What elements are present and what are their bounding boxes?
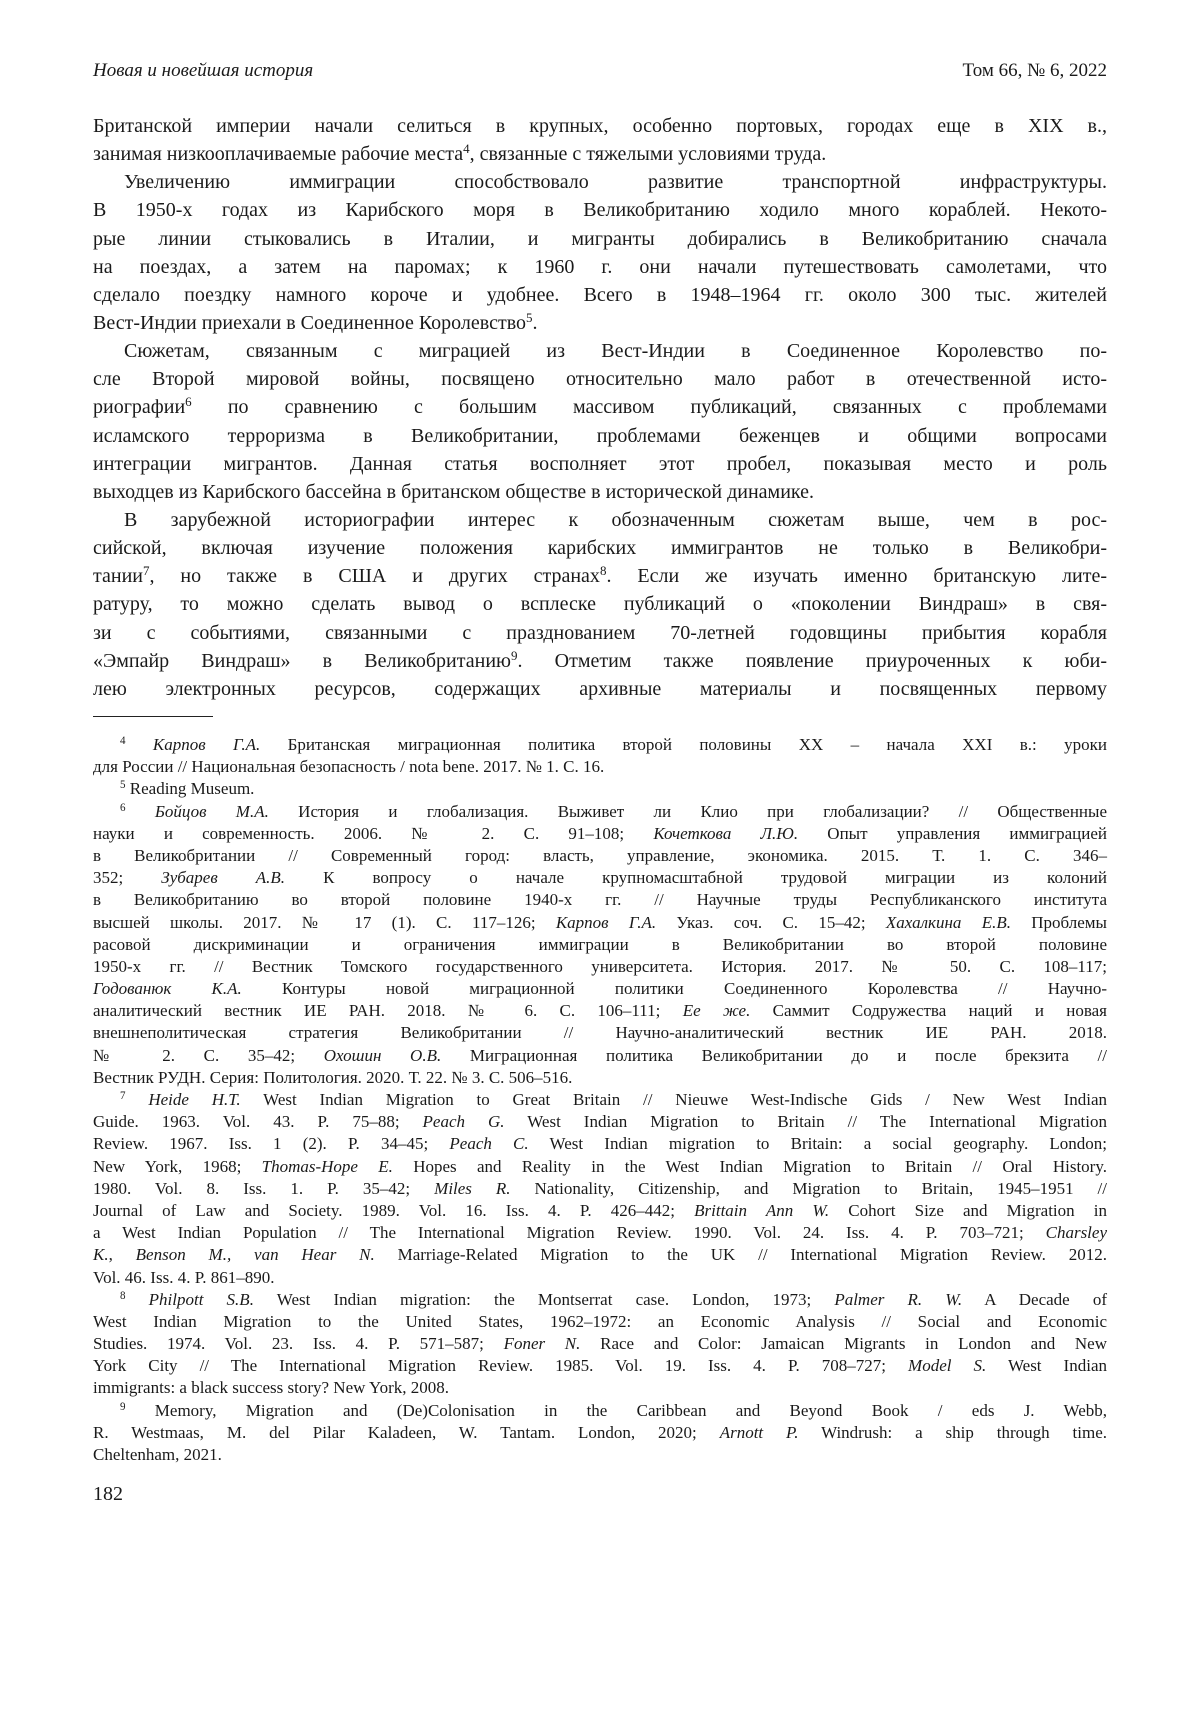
- author-name: Охошин О.В.: [323, 1045, 442, 1065]
- footnote-ref: 9: [120, 1400, 126, 1413]
- author-name: Ее же.: [682, 1001, 751, 1021]
- text-run: внешнеполитическая стратегия Великобритании // Научно-аналитический вестник ИЕ РАН. 2018.: [93, 1023, 1107, 1043]
- text-run: West Indian migration: the Montserrat case. London, 1973;: [253, 1289, 835, 1309]
- text-run: West Indian Migration to Great Britain // Nieuwe West-Indische Gids / New West Indian: [240, 1090, 1108, 1109]
- text-run: . Если же изучать именно британскую лите-: [606, 565, 1107, 588]
- text-run: Вестник РУДН. Серия: Политология. 2020. Т. 22. № 3. С. 506–516.: [93, 1067, 573, 1087]
- text-run: сийской, включая изучение положения карибских иммигрантов не только в Великобри-: [93, 537, 1107, 560]
- body-line: [93, 112, 1107, 140]
- author-name: Palmer R. W.: [834, 1289, 963, 1309]
- body-line: [93, 225, 1107, 253]
- text-run: . Отметим также появление приуроченных к юби-: [517, 649, 1107, 672]
- footnote-line: [93, 956, 1107, 978]
- text-run: Race and Color: Jamaican Migrants in London and New: [580, 1334, 1108, 1354]
- body-line: [93, 506, 1107, 534]
- body-line: [93, 309, 1107, 337]
- text-run: [126, 1090, 149, 1109]
- footnote-ref: 7: [120, 1089, 126, 1102]
- text-run: Review. 1967. Iss. 1 (2). P. 34–45;: [93, 1134, 450, 1154]
- footnote-line: [93, 1156, 1107, 1178]
- text-run: науки и современность. 2006. № 2. С. 91–108;: [93, 823, 654, 843]
- text-run: лею электронных ресурсов, содержащих архивные материалы и посвященных первому: [93, 677, 1107, 700]
- text-run: № 2. С. 35–42;: [93, 1045, 324, 1065]
- author-name: Peach C.: [449, 1134, 529, 1154]
- footnote-line: [93, 1022, 1107, 1044]
- body-line: [93, 337, 1107, 365]
- author-name: Model S.: [908, 1356, 987, 1376]
- author-name: Charsley: [1045, 1223, 1107, 1243]
- footnote-ref: 9: [510, 647, 518, 663]
- body-line: [93, 168, 1107, 196]
- text-run: [126, 1290, 149, 1309]
- author-name: Кочеткова Л.Ю.: [653, 823, 799, 843]
- text-run: Hopes and Reality in the West Indian Migration to Britain // Oral History.: [392, 1156, 1107, 1176]
- text-run: сле Второй мировой войны, посвящено относительно мало работ в отечественной исто-: [93, 368, 1107, 391]
- text-run: в Великобритании // Современный город: власть, управление, экономика. 2015. Т. 1. С. 346–: [93, 845, 1107, 865]
- footnote-line: [93, 756, 1107, 778]
- text-run: высшей школы. 2017. № 17 (1). С. 117–126;: [93, 912, 556, 932]
- footnote-ref: 4: [120, 734, 126, 747]
- text-run: сделало поездку намного короче и удобнее. Всего в 1948–1964 гг. около 300 тыс. жителей: [93, 283, 1107, 306]
- text-run: , связанные с тяжелыми условиями труда.: [469, 143, 827, 166]
- text-run: занимая низкооплачиваемые рабочие места: [93, 143, 464, 166]
- footnote-line: [93, 1311, 1107, 1333]
- text-run: ,: [108, 1245, 136, 1265]
- author-name: Бойцов М.А.: [154, 801, 269, 821]
- author-name: Карпов Г.А.: [152, 735, 261, 754]
- text-run: immigrants: a black success story? New York, 2008.: [93, 1378, 450, 1398]
- footnote-line: [93, 1422, 1107, 1444]
- footnote-ref: 5: [120, 779, 126, 792]
- author-name: Philpott S.B.: [148, 1289, 254, 1309]
- footnote-line: [93, 778, 1107, 800]
- body-line: [93, 365, 1107, 393]
- footnote-line: [93, 1222, 1107, 1244]
- text-run: Контуры новой миграционной политики Соединенного Королевства // Научно-: [241, 979, 1107, 999]
- text-run: A Decade of: [962, 1289, 1107, 1309]
- text-run: В 1950-х годах из Карибского моря в Великобританию ходило много кораблей. Некото-: [93, 199, 1107, 222]
- footnote-line: [93, 1089, 1107, 1111]
- footnote-line: [93, 912, 1107, 934]
- text-run: Проблемы: [1010, 912, 1107, 932]
- author-name: Карпов Г.А.: [555, 912, 657, 932]
- text-run: ратуру, то можно сделать вывод о всплеске публикаций о «поколении Виндраш» в свя-: [93, 593, 1107, 616]
- footnote-ref: 4: [463, 141, 470, 156]
- text-run: Увеличению иммиграции способствовало развитие транспортной инфраструктуры.: [124, 171, 1107, 194]
- body-line: [93, 675, 1107, 703]
- text-run: Guide. 1963. Vol. 43. P. 75–88;: [93, 1112, 423, 1132]
- author-name: Годованюк К.А.: [93, 979, 242, 999]
- body-line: [93, 478, 1107, 506]
- text-run: .: [532, 311, 538, 334]
- body-line: [93, 253, 1107, 281]
- body-line: [93, 393, 1107, 421]
- footnotes: [93, 734, 1107, 1466]
- text-run: расовой дискриминации и ограничения иммиграции в Великобритании во второй половине: [93, 934, 1107, 954]
- body-line: [93, 619, 1107, 647]
- footnote-ref: 6: [185, 394, 192, 410]
- footnote-line: [93, 1267, 1107, 1289]
- text-run: 1980. Vol. 8. Iss. 1. P. 35–42;: [93, 1178, 435, 1198]
- footnote-line: [93, 867, 1107, 889]
- text-run: Memory, Migration and (De)Colonisation in the Caribbean and Beyond Book / eds J. Webb,: [125, 1400, 1107, 1420]
- footnote-ref: 7: [142, 563, 150, 579]
- text-run: История и глобализация. Выживет ли Клио при глобализации? // Общественные: [268, 801, 1107, 821]
- footnote-line: [93, 734, 1107, 756]
- footnote-line: [93, 1444, 1107, 1466]
- body-line: [93, 422, 1107, 450]
- author-name: Heide H.T.: [148, 1090, 241, 1109]
- author-name: Thomas-Hope E.: [261, 1156, 393, 1176]
- author-name: K.: [93, 1245, 109, 1265]
- text-run: West Indian migration to Britain: a social geography. London;: [528, 1134, 1107, 1154]
- text-run: 352;: [93, 868, 162, 888]
- footnote-line: [93, 1200, 1107, 1222]
- footnote-line: [93, 1377, 1107, 1399]
- footnote-line: [93, 978, 1107, 1000]
- text-run: West Indian Migration to the United States, 1962–1972: an Economic Analysis // Social and Economic: [93, 1311, 1107, 1331]
- footnote-ref: 8: [599, 563, 607, 579]
- body-line: [93, 450, 1107, 478]
- text-run: New York, 1968;: [93, 1156, 262, 1176]
- text-run: , но также в США и других странах: [149, 565, 600, 588]
- text-run: на поездах, а затем на паромах; к 1960 г. они начали путешествовать самолетами, что: [93, 255, 1107, 278]
- text-run: В зарубежной историографии интерес к обозначенным сюжетам выше, чем в рос-: [124, 508, 1107, 531]
- page-number: 182: [93, 1483, 123, 1505]
- footnote-line: [93, 845, 1107, 867]
- text-run: выходцев из Карибского бассейна в британском обществе в исторической динамике.: [93, 480, 815, 503]
- footnote-line: [93, 1045, 1107, 1067]
- body-text: [93, 112, 1107, 703]
- author-name: Foner N.: [503, 1334, 581, 1354]
- text-run: R. Westmaas, M. del Pilar Kaladeen, W. Tantam. London, 2020;: [93, 1422, 720, 1442]
- text-run: Studies. 1974. Vol. 23. Iss. 4. P. 571–587;: [93, 1334, 504, 1354]
- author-name: Зубарев А.В.: [161, 868, 286, 888]
- text-run: Nationality, Citizenship, and Migration to Britain, 1945–1951 //: [510, 1178, 1108, 1198]
- body-line: [93, 534, 1107, 562]
- text-run: [126, 802, 155, 821]
- footnote-ref: 6: [120, 801, 126, 814]
- text-run: рые линии стыковались в Италии, и мигранты добирались в Великобританию сначала: [93, 227, 1107, 250]
- text-run: по сравнению с большим массивом публикаций, связанных с проблемами: [191, 396, 1107, 419]
- text-run: для России // Национальная безопасность / nota bene. 2017. № 1. С. 16.: [93, 757, 605, 777]
- footnote-ref: 8: [120, 1289, 126, 1302]
- running-header-issue: Том 66, № 6, 2022: [962, 60, 1107, 81]
- footnote-separator: [93, 716, 213, 717]
- footnote-line: [93, 801, 1107, 823]
- text-run: Cheltenham, 2021.: [93, 1445, 222, 1464]
- text-run: West Indian Migration to Britain // The International Migration: [504, 1112, 1107, 1132]
- text-run: a West Indian Population // The International Migration Review. 1990. Vol. 24. Iss. 4. P. 703–721;: [93, 1223, 1046, 1243]
- text-run: исламского терроризма в Великобритании, проблемами беженцев и общими вопросами: [93, 424, 1107, 447]
- footnote-line: [93, 1111, 1107, 1133]
- footnote-line: [93, 823, 1107, 845]
- text-run: Marriage-Related Migration to the UK // International Migration Review. 2012.: [374, 1245, 1108, 1265]
- text-run: Cohort Size and Migration in: [829, 1200, 1107, 1220]
- footnote-line: [93, 1000, 1107, 1022]
- footnote-line: [93, 1244, 1107, 1266]
- text-run: Vol. 46. Iss. 4. P. 861–890.: [93, 1267, 275, 1287]
- text-run: Британской империи начали селиться в крупных, особенно портовых, городах еще в XIX в.,: [93, 115, 1107, 137]
- author-name: Miles R.: [434, 1178, 511, 1198]
- text-run: York City // The International Migration Review. 1985. Vol. 19. Iss. 4. P. 708–727;: [93, 1356, 909, 1376]
- body-line: [93, 140, 1107, 168]
- text-run: аналитический вестник ИЕ РАН. 2018. № 6. С. 106–111;: [93, 1001, 683, 1021]
- footnote-line: [93, 934, 1107, 956]
- running-header-journal: Новая и новейшая история: [93, 60, 314, 81]
- author-name: Peach G.: [422, 1112, 505, 1132]
- text-run: Windrush: a ship through time.: [798, 1422, 1108, 1442]
- footnote-line: [93, 1333, 1107, 1355]
- author-name: Arnott P.: [719, 1422, 799, 1442]
- footnote-line: [93, 1289, 1107, 1311]
- footnote-line: [93, 1355, 1107, 1377]
- text-run: тании: [93, 565, 143, 588]
- text-run: Опыт управления иммиграцией: [798, 823, 1107, 843]
- footnote-line: [93, 889, 1107, 911]
- footnote-ref: 5: [526, 309, 533, 325]
- text-run: Сюжетам, связанным с миграцией из Вест-Индии в Соединенное Королевство по-: [124, 340, 1107, 363]
- body-line: [93, 647, 1107, 675]
- text-run: Вест-Индии приехали в Соединенное Королевство: [93, 311, 527, 334]
- text-run: в Великобританию во второй половине 1940-х гг. // Научные труды Республиканского института: [93, 890, 1107, 910]
- text-run: Reading Museum.: [125, 779, 255, 799]
- text-run: [126, 735, 153, 754]
- text-run: К вопросу о начале крупномасштабной трудовой миграции из колоний: [285, 868, 1107, 888]
- text-run: риографии: [93, 396, 186, 419]
- author-name: Хахалкина Е.В.: [885, 912, 1011, 932]
- text-run: Указ. соч. С. 15–42;: [656, 912, 886, 932]
- text-run: Саммит Содружества наций и новая: [750, 1001, 1107, 1021]
- footnote-line: [93, 1133, 1107, 1155]
- body-line: [93, 281, 1107, 309]
- text-run: Миграционная политика Великобритании до и после брекзита //: [441, 1045, 1107, 1065]
- author-name: Benson M., van Hear N.: [135, 1245, 375, 1265]
- text-run: Journal of Law and Society. 1989. Vol. 16. Iss. 4. P. 426–442;: [93, 1200, 695, 1220]
- footnote-line: [93, 1400, 1107, 1422]
- text-run: «Эмпайр Виндраш» в Великобританию: [93, 649, 511, 672]
- body-line: [93, 562, 1107, 590]
- body-line: [93, 196, 1107, 224]
- text-run: 1950-х гг. // Вестник Томского государственного университета. История. 2017. № 50. С. 108–117;: [93, 956, 1107, 976]
- footnote-line: [93, 1067, 1107, 1089]
- text-run: West Indian: [986, 1356, 1107, 1376]
- body-line: [93, 590, 1107, 618]
- footnote-line: [93, 1178, 1107, 1200]
- text-run: интеграции мигрантов. Данная статья восполняет этот пробел, показывая место и роль: [93, 452, 1107, 475]
- text-run: зи с событиями, связанными с празднованием 70-летней годовщины прибытия корабля: [93, 621, 1107, 644]
- author-name: Brittain Ann W.: [694, 1200, 830, 1220]
- text-run: Британская миграционная политика второй половины XX – начала XXI в.: уроки: [260, 735, 1108, 754]
